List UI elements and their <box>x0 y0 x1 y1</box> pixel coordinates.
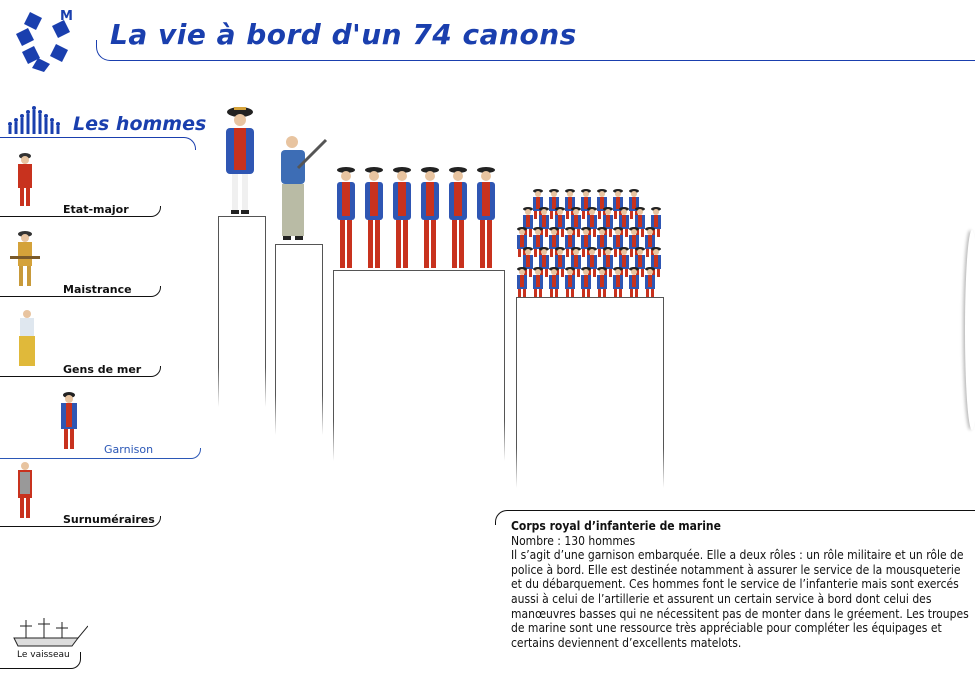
sidebar-item-label: Etat-major <box>63 203 129 216</box>
sidebar-item-etat-major[interactable] <box>0 150 165 220</box>
item-underline <box>0 448 201 459</box>
info-heading: Corps royal d’infanterie de marine <box>511 519 721 533</box>
info-panel <box>511 519 971 650</box>
info-text: Il s’agit d’une garnison embarquée. Elle a deux rôles : un rôle militaire et un rôle de police à bord. Elle est destinée notamment à assurer le service de la mousqueterie et du débarquement. Ces hommes font le service de l’infanterie mais sont exercés aussi à celui de l’artillerie et assurent un certain service à bord dont celui des manœuvres basses qui ne nécessitent pas de monter dans le gréement. Les troupes de marine sont une ressource très appréciable pour compléter les équipages et certains deviennent d’excellents matelots. <box>511 548 969 650</box>
title-divider <box>96 40 975 61</box>
sidebar-item-label: Maistrance <box>63 283 132 296</box>
crowd-icon <box>4 104 66 136</box>
ship-link-label[interactable]: Le vaisseau <box>17 650 70 660</box>
sidebar-item-label: Gens de mer <box>63 363 142 376</box>
sidebar-item-gens-de-mer[interactable] <box>0 308 165 378</box>
podium-maistrance <box>275 244 323 435</box>
item-underline <box>0 286 161 297</box>
supernumerary-figure-icon <box>12 460 38 522</box>
ship-icon[interactable] <box>12 618 88 648</box>
info-count: Nombre : 130 hommes <box>511 533 636 548</box>
sidebar-item-surnumeraires[interactable] <box>0 460 165 530</box>
sidebar-title: Les hommes <box>73 113 207 135</box>
sidebar-title-divider <box>0 137 196 150</box>
officer-figure[interactable] <box>220 106 260 216</box>
podium-gens-de-mer <box>333 270 505 461</box>
ship-underline <box>0 652 81 669</box>
museum-logo[interactable] <box>12 8 78 74</box>
sailor-figure-icon <box>14 308 40 370</box>
item-underline <box>0 516 161 527</box>
sidebar-item-maistrance[interactable] <box>0 228 165 298</box>
garrison-group[interactable] <box>514 188 666 298</box>
svg-text:M: M <box>60 9 73 24</box>
sailors-group[interactable] <box>334 162 504 272</box>
item-underline <box>0 206 161 217</box>
podium-etat-major <box>218 216 266 407</box>
page-edge-shadow <box>965 230 975 430</box>
page-title: La vie à bord d'un 74 canons <box>110 18 577 51</box>
marine-soldier-figure-icon <box>56 390 82 452</box>
sidebar-item-label: Garnison <box>104 443 154 456</box>
podium-garnison <box>516 297 664 488</box>
sailor-figure[interactable] <box>272 132 328 244</box>
item-underline <box>0 366 161 377</box>
sidebar-item-label: Surnuméraires <box>63 513 155 526</box>
sidebar-item-garnison[interactable] <box>0 390 205 460</box>
petty-officer-figure-icon <box>8 228 42 290</box>
officer-figure-icon <box>12 150 38 210</box>
